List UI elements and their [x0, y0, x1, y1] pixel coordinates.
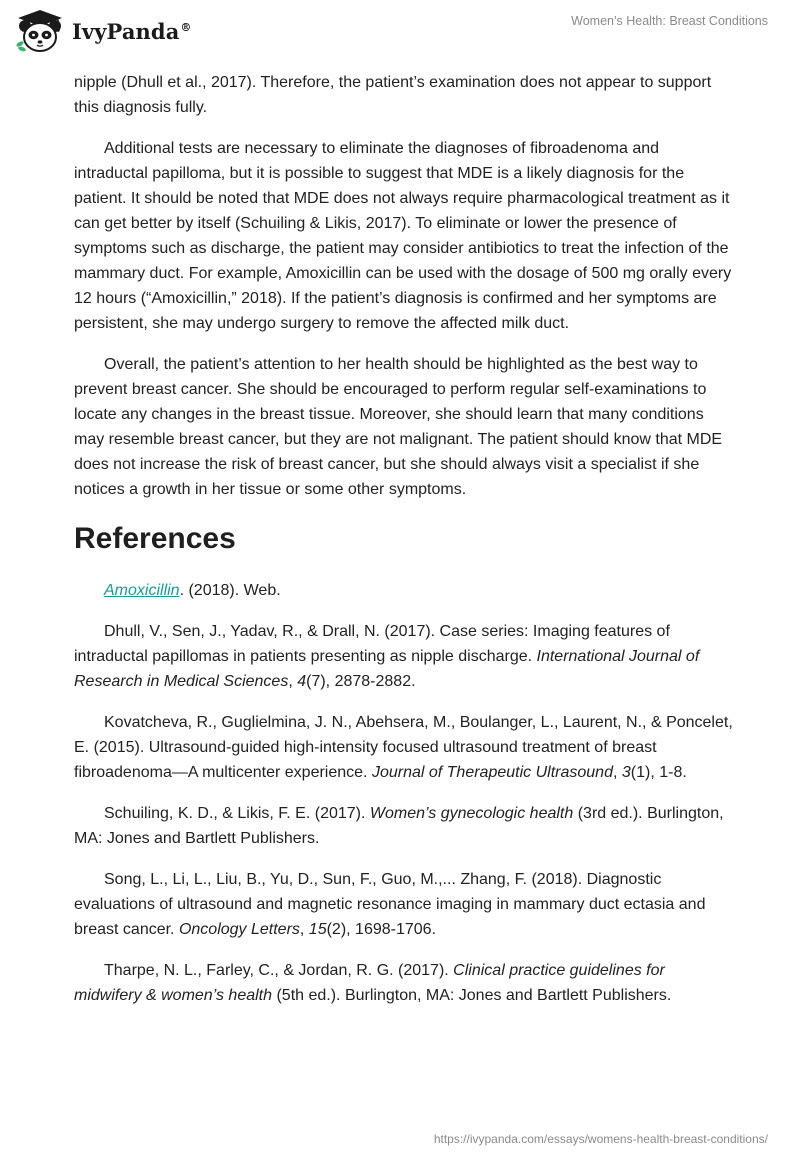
reference-item: Dhull, V., Sen, J., Yadav, R., & Drall, N. (2017). Case series: Imaging features of intraductal papillomas in patients presenting as nipple discharge. International Journal of Research in Medical Sciences, 4(7), 2878-2882.	[74, 623, 700, 690]
document-title: Women’s Health: Breast Conditions	[571, 14, 768, 28]
references-heading: References	[74, 522, 236, 555]
paragraph-conclusion: Overall, the patient’s attention to her health should be highlighted as the best way to prevent breast cancer. She should be encouraged to perform regular self-examinations to locate any changes in the breast tissue. Moreover, she should learn that many conditions may resemble breast cancer, but they are not malignant. The patient should know that MDE does not increase the risk of breast cancer, but she should always visit a specialist if she notices a growth in her tissue or some other symptoms.	[74, 356, 723, 498]
paragraph-continued: nipple (Dhull et al., 2017). Therefore, the patient’s examination does not appear to support this diagnosis fully.	[74, 74, 712, 116]
reference-item: Amoxicillin. (2018). Web.	[104, 582, 281, 599]
footer-url[interactable]: https://ivypanda.com/essays/womens-health-breast-conditions/	[433, 1132, 768, 1146]
reference-link-amoxicillin[interactable]: Amoxicillin	[104, 582, 180, 599]
reference-item: Schuiling, K. D., & Likis, F. E. (2017). Women’s gynecologic health (3rd ed.). Burlington, MA: Jones and Bartlett Publishers.	[74, 805, 724, 847]
reference-item: Tharpe, N. L., Farley, C., & Jordan, R. G. (2017). Clinical practice guidelines for midwifery & women’s health (5th ed.). Burlington, MA: Jones and Bartlett Publishers.	[74, 962, 672, 1004]
paragraph-treatment: Additional tests are necessary to eliminate the diagnoses of fibroadenoma and intraductal papilloma, but it is possible to suggest that MDE is a likely diagnosis for the patient. It should be noted that MDE does not always require pharmacological treatment as it can get better by itself (Schuiling & Likis, 2017). To eliminate or lower the presence of symptoms such as discharge, the patient may consider antibiotics to treat the infection of the mammary duct. For example, Amoxicillin can be used with the dosage of 500 mg orally every 12 hours (“Amoxicillin,” 2018). If the patient’s diagnosis is confirmed and her symptoms are persistent, she may undergo surgery to remove the affected milk duct.	[74, 140, 732, 332]
reference-item: Song, L., Li, L., Liu, B., Yu, D., Sun, F., Guo, M.,... Zhang, F. (2018). Diagnostic evaluations of ultrasound and magnetic resonance imaging in mammary duct ectasia and breast cancer. Oncology Letters, 15(2), 1698-1706.	[74, 871, 706, 938]
essay-content	[74, 70, 734, 1024]
reference-item: Kovatcheva, R., Guglielmina, J. N., Abehsera, M., Boulanger, L., Laurent, N., & Poncelet, E. (2015). Ultrasound-guided high-intensity focused ultrasound treatment of breast fibroadenoma—A multicenter experience. Journal of Therapeutic Ultrasound, 3(1), 1-8.	[74, 714, 733, 781]
panda-graduate-icon	[14, 8, 66, 54]
logo-text: IvyPanda®	[72, 18, 192, 44]
ivypanda-logo[interactable]	[14, 6, 192, 56]
page-header	[0, 0, 800, 70]
